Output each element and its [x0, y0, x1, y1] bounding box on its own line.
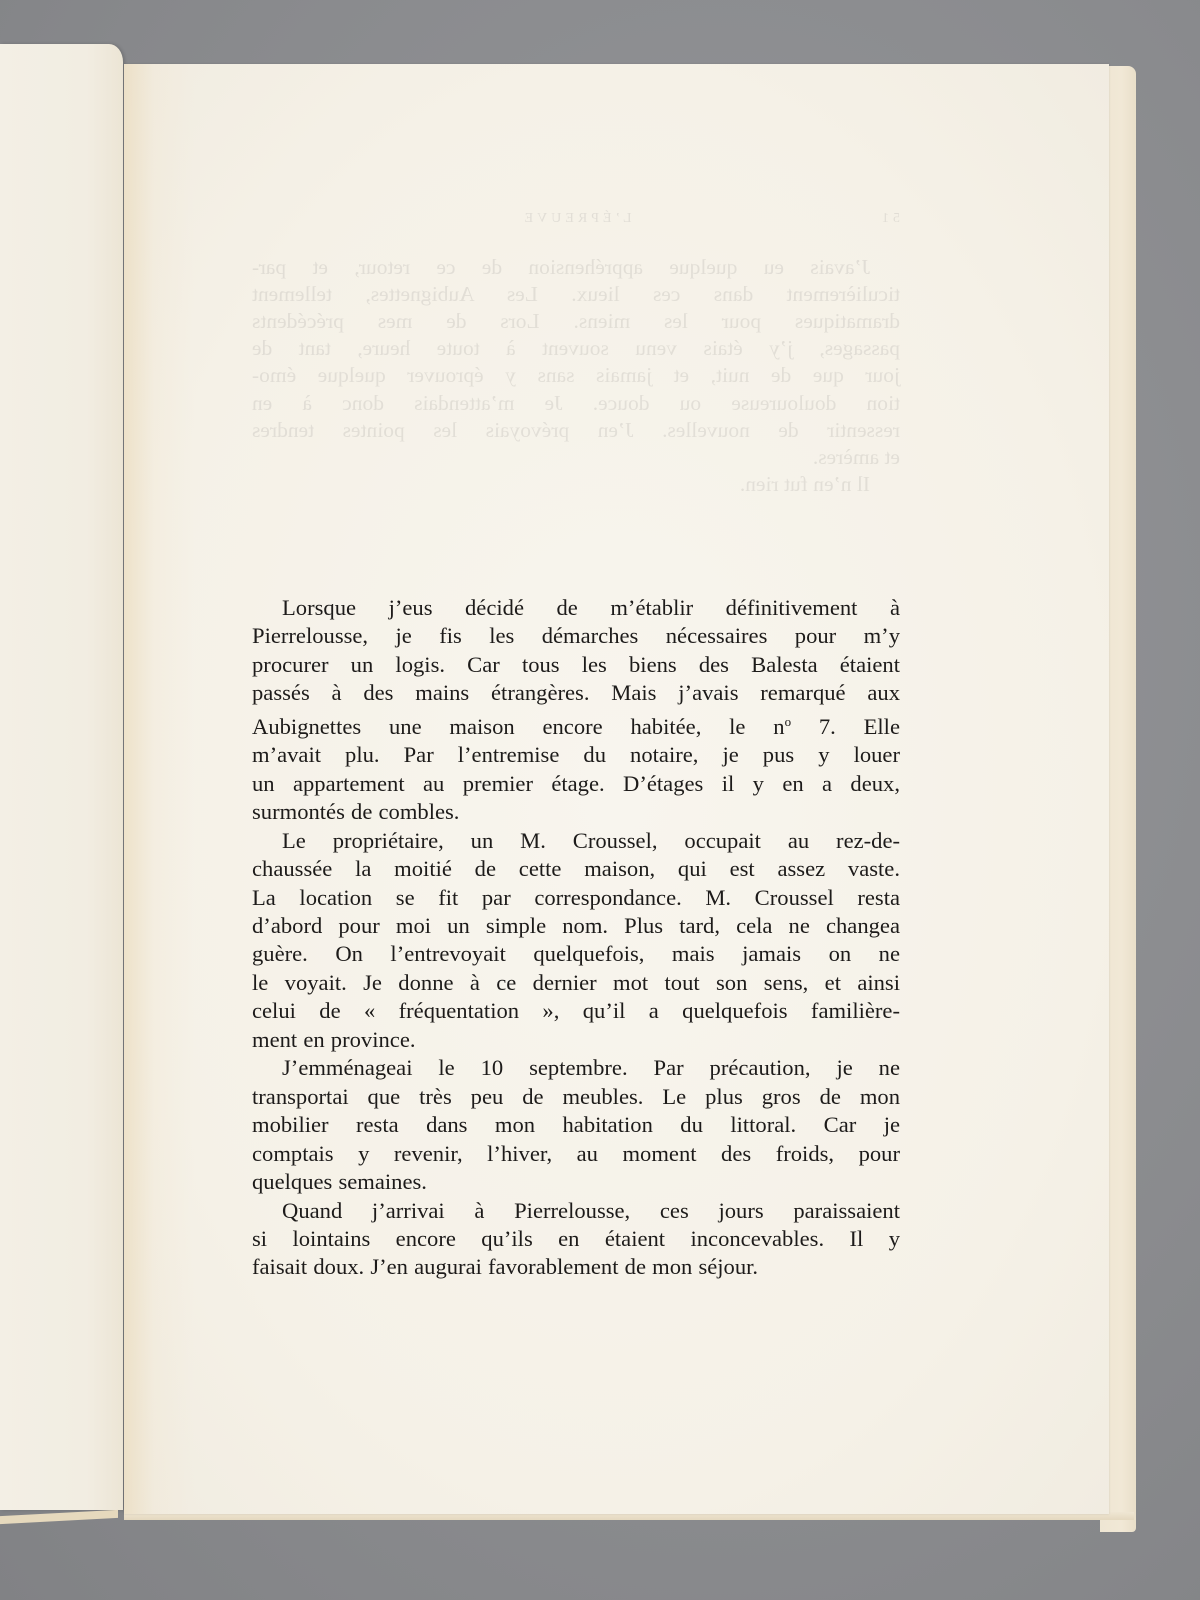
- text-line: m’avait plu. Par l’entremise du notaire, je pus y louer: [252, 742, 900, 768]
- text-line: d’abord pour moi un simple nom. Plus tard, cela ne changea: [252, 912, 900, 938]
- text-line: Aubignettes une maison encore habitée, le $n^o$ 7. Elle: [252, 713, 900, 739]
- text-line: passés à des mains étrangères. Mais j’avais remarqué aux: [252, 680, 900, 706]
- text-line: Quand j’arrivai à Pierrelousse, ces jours paraissaient: [282, 1197, 900, 1223]
- text-line: faisait doux. J’en augurai favorablement de mon séjour.: [252, 1254, 759, 1280]
- text-line: ment en province.: [252, 1026, 416, 1052]
- text-line: si lointains encore qu’ils en étaient inconcevables. Il y: [252, 1225, 900, 1251]
- superscript-o: o: [784, 713, 792, 729]
- left-page: [0, 44, 123, 1510]
- text-line: Lorsque j’eus décidé de m’établir définitivement à: [282, 595, 900, 620]
- paragraph-1: [252, 594, 900, 827]
- text-line: Le propriétaire, un M. Croussel, occupait au rez-de-: [282, 827, 900, 853]
- text-line: J’emménageai le 10 septembre. Par précaution, je ne: [282, 1055, 900, 1081]
- paragraph-3: [252, 1054, 900, 1196]
- text-line: chaussée la moitié de cette maison, qui est assez vaste.: [252, 856, 900, 882]
- text-line: le voyait. Je donne à ce dernier mot tout son sens, et ainsi: [252, 969, 900, 995]
- text-line: celui de « fréquentation », qu’il a quelquefois familière-: [252, 998, 900, 1024]
- text-line: Pierrelousse, je fis les démarches nécessaires pour m’y: [252, 623, 900, 649]
- text-line: surmontés de combles.: [252, 799, 460, 825]
- text-line: guère. On l’entrevoyait quelquefois, mais jamais on ne: [252, 941, 900, 967]
- text-line: mobilier resta dans mon habitation du littoral. Car je: [252, 1112, 900, 1138]
- text-line: procurer un logis. Car tous les biens des Balesta étaient: [252, 651, 900, 677]
- paragraph-4: [252, 1197, 900, 1282]
- text-line: un appartement au premier étage. D’étages il y en a deux,: [252, 770, 900, 796]
- text-line: La location se fit par correspondance. M. Croussel resta: [252, 884, 900, 910]
- text-line: transportai que très peu de meubles. Le plus gros de mon: [252, 1083, 900, 1109]
- body-text: [252, 594, 900, 1282]
- text-line: quelques semaines.: [252, 1169, 427, 1195]
- paragraph-2: [252, 827, 900, 1055]
- text-line: comptais y revenir, l’hiver, au moment des froids, pour: [252, 1140, 900, 1166]
